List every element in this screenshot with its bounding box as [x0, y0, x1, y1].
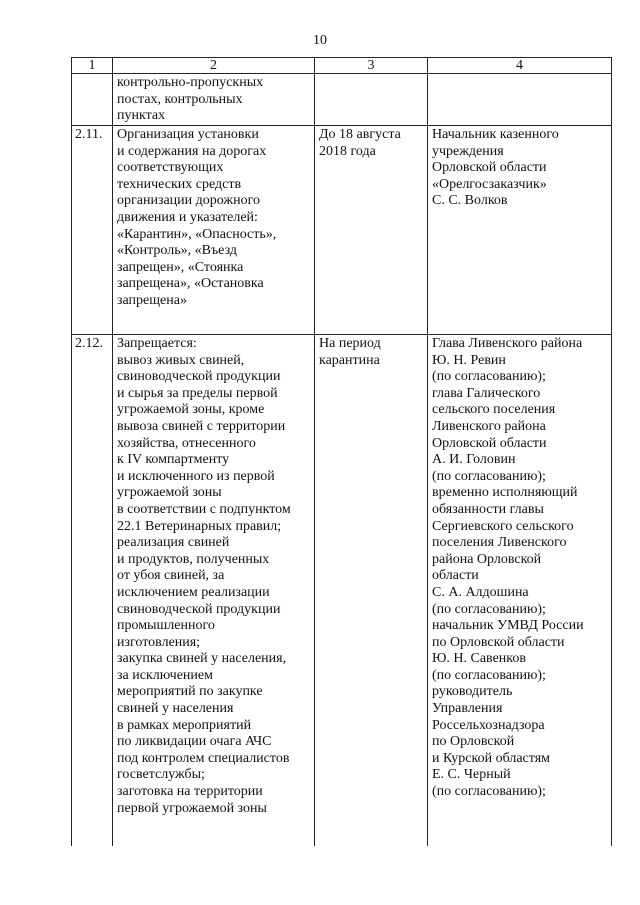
- text-line: угрожаемой зоны, кроме: [117, 402, 265, 418]
- text-line: поселения Ливенского: [432, 535, 567, 551]
- text-line: Россельхознадзора: [432, 717, 545, 733]
- text-line: запрещена»: [117, 292, 187, 308]
- text-line: движения и указателей:: [117, 209, 258, 225]
- responsible: [428, 335, 612, 847]
- measures-table: [71, 57, 612, 846]
- text-line: пунктах: [117, 108, 166, 124]
- text-line: Сергиевского сельского: [432, 518, 574, 534]
- page-number: 10: [313, 33, 327, 48]
- text-line: по Орловской области: [432, 634, 565, 650]
- text-line: временно исполняющий: [432, 485, 578, 501]
- text-line: карантина: [319, 352, 380, 368]
- text-line: под контролем специалистов: [117, 750, 290, 766]
- text-line: мероприятий по закупке: [117, 684, 263, 700]
- text-line: угрожаемой зоны: [117, 485, 222, 501]
- header-cell-4: 4: [428, 58, 612, 74]
- text-line: Начальник казенного: [432, 127, 559, 142]
- text-line: руководитель: [432, 684, 513, 700]
- text-line: (по согласованию);: [432, 601, 546, 617]
- text-line: к IV компартменту: [117, 452, 230, 468]
- text-line: промышленного: [117, 618, 215, 634]
- text-line: соответствующих: [117, 160, 224, 176]
- text-line: (по согласованию);: [432, 784, 546, 800]
- text-line: 2018 года: [319, 143, 376, 159]
- text-line: Е. С. Черный: [432, 767, 511, 783]
- text-line: в рамках мероприятий: [117, 717, 252, 733]
- text-line: района Орловской: [432, 551, 542, 567]
- header-cell-3: 3: [315, 58, 428, 74]
- text-line: запрещена», «Остановка: [117, 276, 264, 292]
- text-line: и продуктов, полученных: [117, 551, 270, 567]
- row-number: 2.11.: [72, 126, 113, 335]
- cont-responsible-cell: [428, 74, 612, 126]
- text-line: организации дорожного: [117, 193, 260, 209]
- text-line: области: [432, 568, 479, 584]
- table-row: [72, 335, 612, 847]
- text-line: закупка свиней у населения,: [117, 651, 287, 667]
- text-line: Управления: [432, 701, 503, 717]
- measure-description: [113, 335, 315, 847]
- text-line: сельского поселения: [432, 402, 556, 418]
- deadline: [315, 126, 428, 335]
- text-line: начальник УМВД России: [432, 618, 584, 634]
- text-line: Ливенского района: [432, 418, 546, 434]
- text-line: До 18 августа: [319, 127, 401, 142]
- text-line: С. А. Алдошина: [432, 584, 529, 600]
- text-line: С. С. Волков: [432, 193, 508, 209]
- text-line: и Курской областям: [432, 750, 550, 766]
- measure-description: [113, 126, 315, 335]
- text-line: контрольно-пропускных: [117, 75, 264, 90]
- text-line: На период: [319, 336, 381, 351]
- text-line: А. И. Головин: [432, 452, 516, 468]
- table-row: [72, 126, 612, 335]
- text-line: исключением реализации: [117, 584, 270, 600]
- text-line: (по согласованию);: [432, 468, 546, 484]
- text-line: Орловской области: [432, 435, 547, 451]
- text-line: свиноводческой продукции: [117, 601, 281, 617]
- text-line: запрещен», «Стоянка: [117, 259, 244, 275]
- text-line: вывоза свиней с территории: [117, 418, 286, 434]
- text-line: постах, контрольных: [117, 91, 243, 107]
- row-number: 2.12.: [72, 335, 113, 847]
- text-line: за исключением: [117, 667, 213, 683]
- text-line: по Орловской: [432, 734, 515, 750]
- text-line: Глава Ливенского района: [432, 336, 583, 351]
- header-cell-2: 2: [113, 58, 315, 74]
- text-line: изготовления;: [117, 634, 201, 650]
- cont-num-cell: [72, 74, 113, 126]
- text-line: вывоз живых свиней,: [117, 352, 245, 368]
- text-line: обязанности главы: [432, 501, 544, 517]
- text-line: Запрещается:: [117, 336, 197, 351]
- cont-desc-cell: [113, 74, 315, 126]
- deadline: [315, 335, 428, 847]
- text-line: и содержания на дорогах: [117, 143, 267, 159]
- text-line: Ю. Н. Ревин: [432, 352, 506, 368]
- text-line: свиноводческой продукции: [117, 369, 281, 385]
- text-line: Организация установки: [117, 127, 259, 142]
- text-line: от убоя свиней, за: [117, 568, 225, 584]
- text-line: Орловской области: [432, 160, 547, 176]
- text-line: «Орелгосзаказчик»: [432, 176, 547, 192]
- text-line: «Карантин», «Опасность»,: [117, 226, 277, 242]
- text-line: свиней у населения: [117, 701, 234, 717]
- header-row: [72, 58, 612, 74]
- text-line: технических средств: [117, 176, 242, 192]
- header-cell-1: 1: [72, 58, 113, 74]
- text-line: госветслужбы;: [117, 767, 205, 783]
- text-line: учреждения: [432, 143, 504, 159]
- text-line: хозяйства, отнесенного: [117, 435, 256, 451]
- text-line: реализация свиней: [117, 535, 230, 551]
- text-line: и сырья за пределы первой: [117, 385, 278, 401]
- text-line: «Контроль», «Въезд: [117, 243, 237, 259]
- continuation-row: [72, 74, 612, 126]
- text-line: (по согласованию);: [432, 369, 546, 385]
- text-line: (по согласованию);: [432, 667, 546, 683]
- text-line: и исключенного из первой: [117, 468, 275, 484]
- text-line: заготовка на территории: [117, 784, 263, 800]
- text-line: в соответствии с подпунктом: [117, 501, 291, 517]
- text-line: глава Галического: [432, 385, 541, 401]
- responsible: [428, 126, 612, 335]
- text-line: 22.1 Ветеринарных правил;: [117, 518, 282, 534]
- text-line: Ю. Н. Савенков: [432, 651, 526, 667]
- text-line: по ликвидации очага АЧС: [117, 734, 272, 750]
- text-line: первой угрожаемой зоны: [117, 800, 267, 816]
- cont-deadline-cell: [315, 74, 428, 126]
